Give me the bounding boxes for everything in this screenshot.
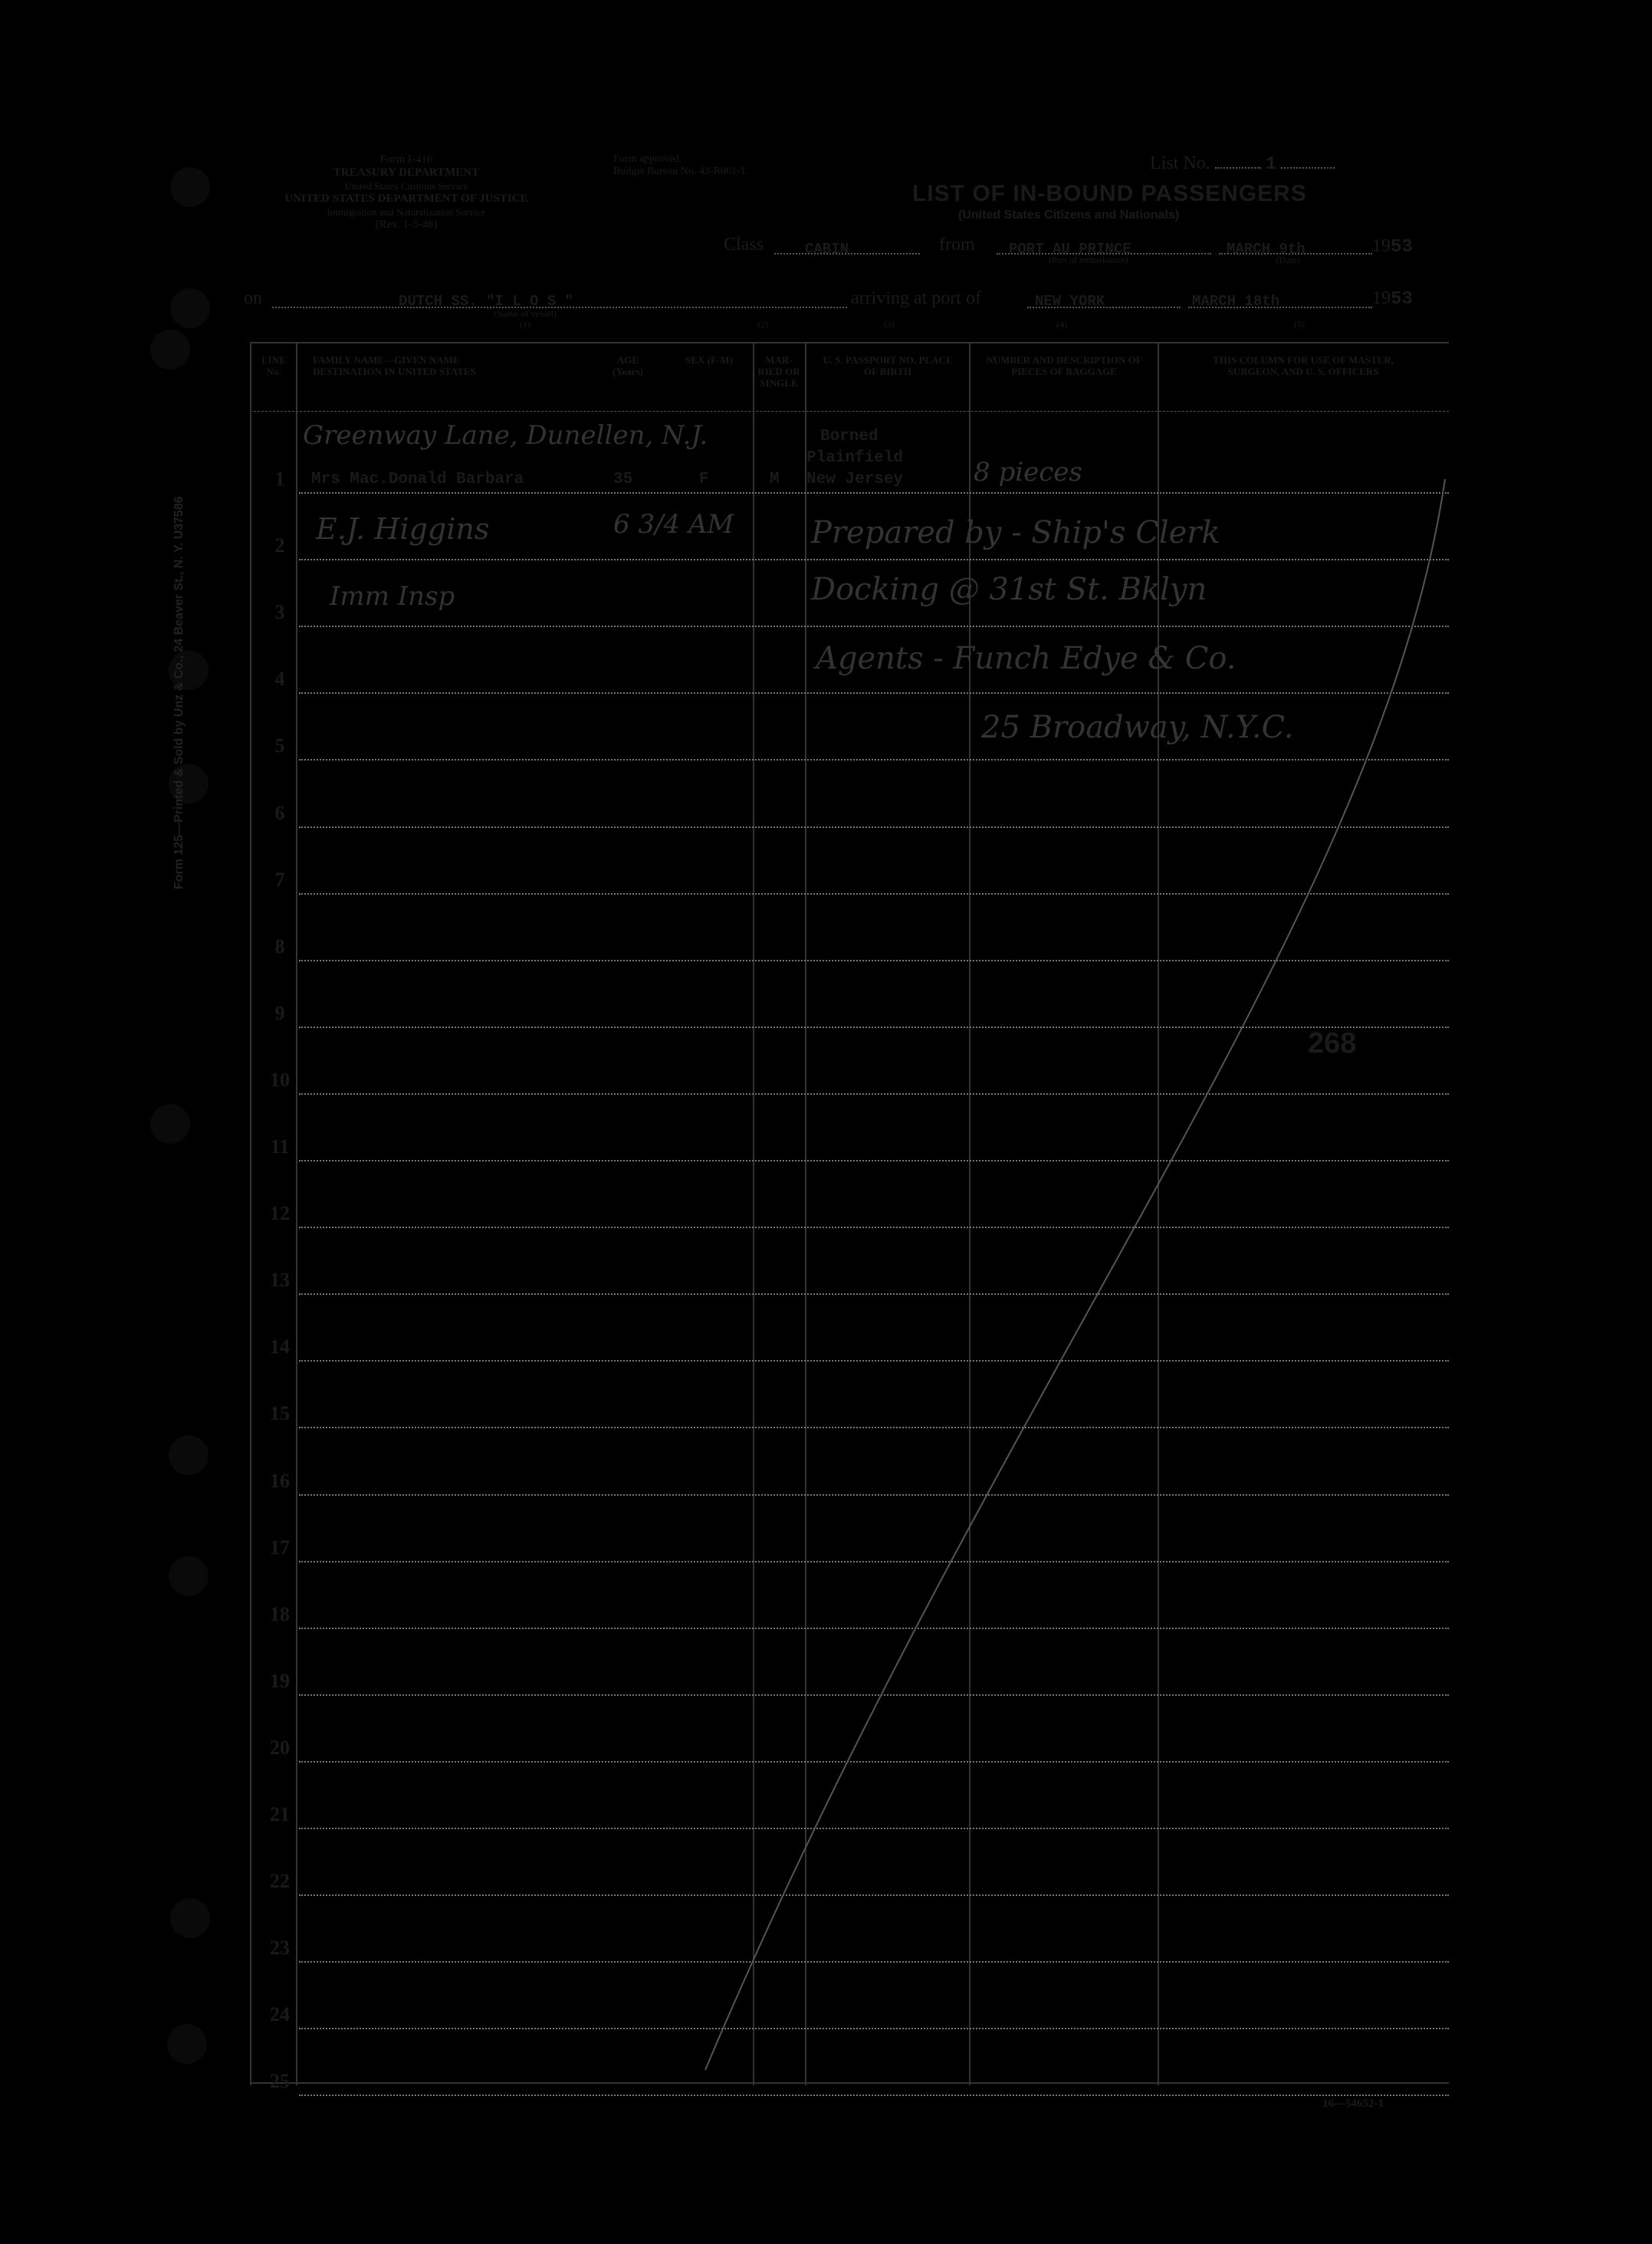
line-number: 23 [270,1937,290,1959]
year-suffix: 53 [1391,237,1413,258]
list-no-label: List No. [1150,153,1210,173]
ins-label: Immigration and Naturalization Service [327,206,486,218]
prepared-note: Prepared by - Ship's Clerk [811,515,1220,550]
page-subtitle: (United States Citizens and Nationals) [958,209,1180,222]
line-number: 10 [270,1069,290,1091]
list-no-value: 1 [1265,154,1277,175]
col-header-officers: THIS COLUMN FOR USE OF MASTER, SURGEON, AND U. S. OFFICERS [1213,354,1394,377]
treasury-label: TREASURY DEPARTMENT [333,166,480,179]
from-label: from [939,235,975,255]
line-number: 21 [270,1803,290,1825]
line-number: 1 [274,468,285,490]
year-suffix: 53 [1391,289,1413,310]
embark-note: (Port of embarkation) [1049,255,1128,265]
line-number: 4 [274,668,285,690]
passenger-name: Mrs Mac.Donald Barbara [311,471,524,488]
form-number: Form I-416 [379,153,433,166]
stamp-number: 268 [1308,1027,1357,1060]
vessel-note: (Name of vessel) [494,308,557,319]
birth-line-1: Borned [820,428,879,445]
col-header-age: AGE (Years) [613,354,643,377]
line-number: 11 [270,1135,290,1158]
line-number: 15 [270,1402,290,1424]
col-header-baggage: NUMBER AND DESCRIPTION OF PIECES OF BAGGAGE [986,354,1142,377]
budget-label: Budget Bureau No. 43-R061-1. [613,166,749,177]
passenger-married: M [770,471,780,488]
col-header-married: MAR-RIED OR SINGLE [757,354,800,389]
class-value: CABIN [805,241,849,258]
inspector-signature: E.J. Higgins [316,512,490,546]
line-number: 25 [270,2070,290,2092]
col-header-name: FAMILY NAME—GIVEN NAME DESTINATION IN UNITED STATES [313,354,476,377]
line-number: 2 [274,534,285,557]
birth-line-2: Plainfield [806,449,904,467]
passenger-age: 35 [613,471,633,488]
line-number: 16 [270,1470,290,1492]
line-number: 6 [274,802,285,824]
justice-label: UNITED STATES DEPARTMENT OF JUSTICE [284,192,528,205]
inspection-time: 6 3/4 AM [613,509,734,540]
year-prefix: 19 [1372,236,1391,256]
arriving-label: arriving at port of [851,288,981,308]
col-header-line: LINE No. [261,354,286,377]
line-number: 3 [274,601,285,623]
baggage-handwritten: 8 pieces [974,457,1082,488]
vessel-name: DUTCH SS. "I L O S " [399,293,574,310]
from-value: PORT AU PRINCE [1009,241,1131,258]
rev-label: (Rev. 1-5-48) [375,218,438,231]
arrival-port: NEW YORK [1035,293,1105,310]
line-number: 18 [270,1603,290,1625]
col-num-1: (1) [520,319,530,330]
passenger-sex: F [699,471,709,488]
col-header-passport: U. S. PASSPORT NO. PLACE OF BIRTH [823,354,953,377]
line-number: 17 [270,1536,290,1559]
line-number: 7 [274,869,285,891]
embark-date: MARCH 9th [1227,241,1306,258]
col-num-3: (3) [884,319,895,330]
col-header-sex: SEX (F-M) [685,354,733,366]
inspector-title: Imm Insp [330,581,455,612]
col-num-2: (2) [757,319,768,330]
col-num-4: (4) [1056,319,1067,330]
birth-line-3: New Jersey [806,471,904,488]
agents-note: Agents - Funch Edye & Co. [816,641,1237,676]
line-number: 8 [274,935,285,958]
page-title: LIST OF IN-BOUND PASSENGERS [912,181,1307,206]
footer-code: 16—54652-1 [1322,2098,1384,2110]
line-number: 14 [270,1336,290,1358]
approval-label: Form approved. [613,153,682,165]
docking-note: Docking @ 31st St. Bklyn [811,572,1207,607]
customs-label: United States Customs Service [344,180,468,192]
line-number: 20 [270,1736,290,1759]
line-number: 9 [274,1002,285,1024]
line-number: 22 [270,1870,290,1892]
class-label: Class [724,235,764,255]
on-label: on [244,288,262,308]
line-number: 19 [270,1670,290,1692]
date-note: (Date) [1276,255,1300,265]
line-number: 12 [270,1202,290,1224]
line-number: 24 [270,2003,290,2026]
destination-handwritten: Greenway Lane, Dunellen, N.J. [303,420,708,451]
col-num-5: (5) [1294,319,1305,330]
address-note: 25 Broadway, N.Y.C. [981,710,1294,745]
year-prefix: 19 [1372,288,1391,308]
line-number: 5 [274,734,285,757]
arrival-date: MARCH 18th [1192,293,1280,310]
side-printer-text: Form 125—Printed & Sold by Unz & Co., 24 Beaver St., N. Y. U37586 [172,496,186,889]
line-number: 13 [270,1269,290,1291]
